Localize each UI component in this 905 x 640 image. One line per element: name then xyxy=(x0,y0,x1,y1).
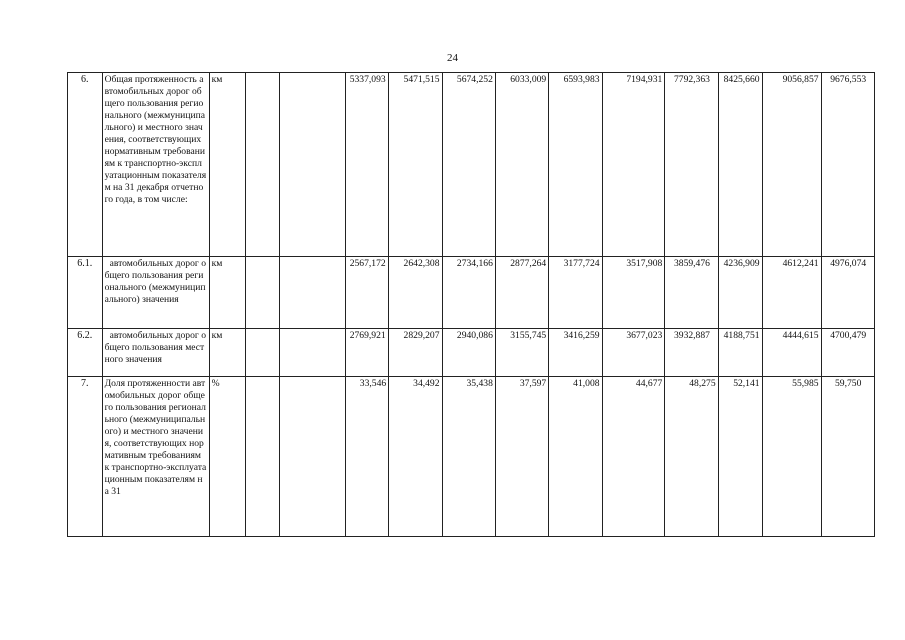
empty-cell xyxy=(246,257,280,329)
value-cell: 4612,241 xyxy=(762,257,821,329)
value-cell: 3517,908 xyxy=(602,257,665,329)
value-cell: 5471,515 xyxy=(389,73,442,257)
row-number: 6.2. xyxy=(68,329,103,377)
value-cell: 2734,166 xyxy=(442,257,495,329)
empty-cell xyxy=(246,73,280,257)
value-cell: 9676,553 xyxy=(821,73,874,257)
value-cell: 6593,983 xyxy=(549,73,602,257)
table-row xyxy=(68,329,905,377)
value-cell: 6033,009 xyxy=(495,73,548,257)
unit-cell: км xyxy=(209,257,245,329)
value-cell: 8425,660 xyxy=(718,73,762,257)
value-cell: 7194,931 xyxy=(602,73,665,257)
value-cell: 4444,615 xyxy=(762,329,821,377)
table-row xyxy=(68,257,905,329)
row-number: 7. xyxy=(68,377,103,537)
empty-cell xyxy=(280,329,346,377)
indicator-name: Доля протяженности автомобильных дорог общего пользования регионального (межмуниципального) и местного значения, соответствующих нормативным требованиям к транспортно-эксплуатационным показателям на 31 xyxy=(102,377,209,537)
indicators-table xyxy=(67,72,905,537)
row-number: 6. xyxy=(68,73,103,257)
value-cell: 41,008 xyxy=(549,377,602,537)
value-cell: 4236,909 xyxy=(718,257,762,329)
indicator-name: Общая протяженность автомобильных дорог общего пользования регионального (межмуниципального) и местного значения, соответствующих нормативным требованиям к транспортно-эксплуатационным показателям на 31 декабря отчетного года, в том числе: xyxy=(102,73,209,257)
value-cell: 2769,921 xyxy=(346,329,389,377)
value-cell: 3932,887 xyxy=(665,329,718,377)
value-cell: 5674,252 xyxy=(442,73,495,257)
value-cell: 9056,857 xyxy=(762,73,821,257)
empty-cell xyxy=(280,73,346,257)
value-cell: 35,438 xyxy=(442,377,495,537)
empty-cell xyxy=(280,257,346,329)
value-cell: 59,750 xyxy=(821,377,874,537)
unit-cell: % xyxy=(209,377,245,537)
value-cell: 3859,476 xyxy=(665,257,718,329)
value-cell: 44,677 xyxy=(602,377,665,537)
value-cell: 34,492 xyxy=(389,377,442,537)
row-number: 6.1. xyxy=(68,257,103,329)
value-cell: 3416,259 xyxy=(549,329,602,377)
value-cell: 2567,172 xyxy=(346,257,389,329)
table-row xyxy=(68,377,905,537)
value-cell: 2642,308 xyxy=(389,257,442,329)
empty-cell xyxy=(246,329,280,377)
value-cell: 3677,023 xyxy=(602,329,665,377)
indicator-name: автомобильных дорог общего пользования местного значения xyxy=(102,329,209,377)
value-cell: 2877,264 xyxy=(495,257,548,329)
value-cell: 4188,751 xyxy=(718,329,762,377)
value-cell: 37,597 xyxy=(495,377,548,537)
table-row xyxy=(68,73,905,257)
page-number: 24 xyxy=(447,52,458,64)
value-cell: 48,275 xyxy=(665,377,718,537)
value-cell: 2940,086 xyxy=(442,329,495,377)
value-cell: 5337,093 xyxy=(346,73,389,257)
value-cell: 7792,363 xyxy=(665,73,718,257)
value-cell: 4976,074 xyxy=(821,257,874,329)
value-cell: 52,141 xyxy=(718,377,762,537)
unit-cell: км xyxy=(209,73,245,257)
unit-cell: км xyxy=(209,329,245,377)
empty-cell xyxy=(246,377,280,537)
value-cell: 3177,724 xyxy=(549,257,602,329)
value-cell: 55,985 xyxy=(762,377,821,537)
value-cell: 4700,479 xyxy=(821,329,874,377)
value-cell: 33,546 xyxy=(346,377,389,537)
value-cell: 3155,745 xyxy=(495,329,548,377)
indicator-name: автомобильных дорог общего пользования регионального (межмуниципального) значения xyxy=(102,257,209,329)
empty-cell xyxy=(280,377,346,537)
value-cell: 2829,207 xyxy=(389,329,442,377)
